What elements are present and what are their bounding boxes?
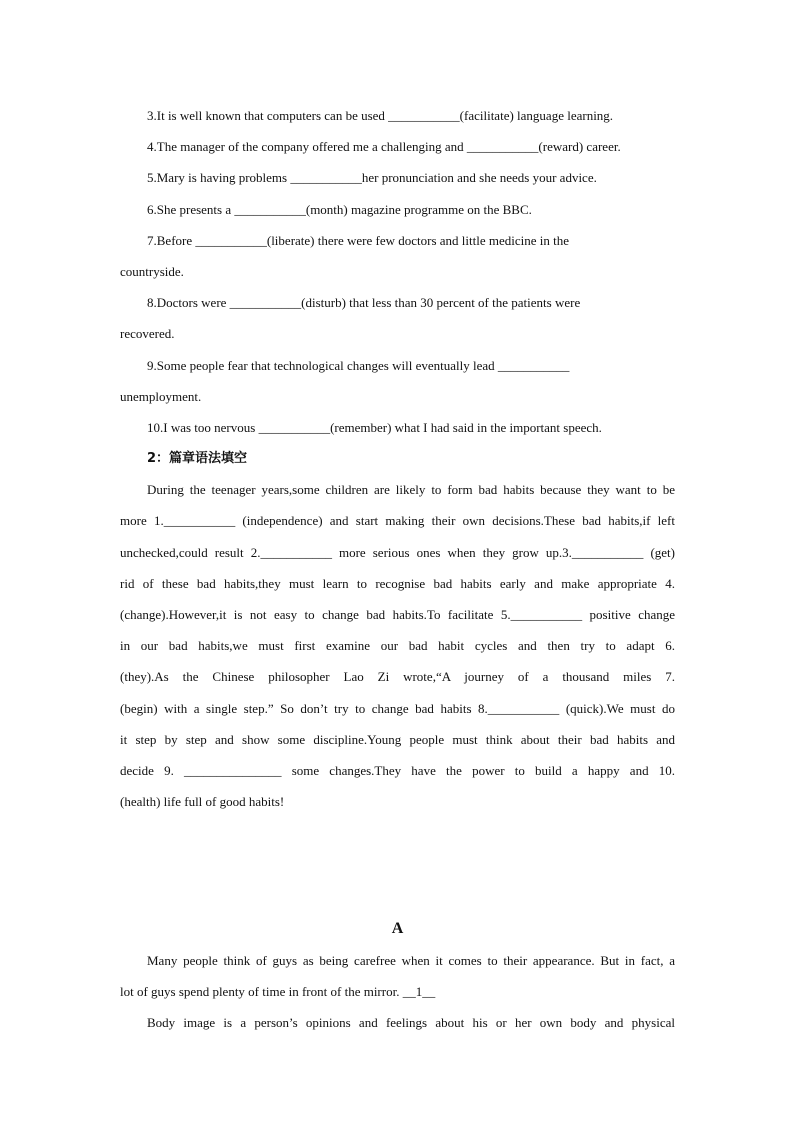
document-content [120,100,675,1038]
exercise-item-8: 8.Doctors were ___________(disturb) that less than 30 percent of the patients were [147,295,581,311]
exercise-item-7-continued: countryside. [120,263,184,279]
reading-section-letter: A [391,920,404,938]
reading-line: Body image is a person’s opinions and feelings about his or her own body and physical [147,1014,675,1030]
passage-line: (begin) with a single step.” So don’t try to change bad habits 8.___________ (quick).We must do [120,700,675,716]
passage-line: (they).As the Chinese philosopher Lao Zi wrote,“A journey of a thousand miles 7. [120,669,675,685]
exercise-item-5: 5.Mary is having problems ___________her pronunciation and she needs your advice. [147,170,597,186]
reading-line: lot of guys spend plenty of time in front of the mirror. __1__ [120,983,436,999]
passage-line: decide 9. _______________ some changes.They have the power to build a happy and 10. [120,762,675,778]
passage-line: unchecked,could result 2.___________ more serious ones when they grow up.3.___________ (get) [120,544,675,560]
exercise-item-9: 9.Some people fear that technological changes will eventually lead ___________ [147,357,570,373]
passage-line: in our bad habits,we must first examine our bad habit cycles and then try to adapt 6. [120,638,675,654]
passage-line: rid of these bad habits,they must learn to recognise bad habits early and make appropriate 4. [120,575,675,591]
passage-line: (change).However,it is not easy to change bad habits.To facilitate 5.___________ positive change [120,607,675,622]
passage-line: it step by step and show some discipline.Young people must think about their bad habits and [120,731,675,747]
exercise-item-6: 6.She presents a ___________(month) magazine programme on the BBC. [147,201,532,217]
exercise-item-10: 10.I was too nervous ___________(remember) what I had said in the important speech. [147,419,602,435]
passage-line: During the teenager years,some children are likely to form bad habits because they want to be [147,482,675,498]
exercise-item-4: 4.The manager of the company offered me a challenging and ___________(reward) career. [147,139,621,155]
passage-line-last: (health) life full of good habits! [120,794,285,810]
exercise-item-7: 7.Before ___________(liberate) there were few doctors and little medicine in the [147,232,569,248]
exercise-item-3: 3.It is well known that computers can be used ___________(facilitate) language learning. [147,108,614,123]
passage-line: more 1.___________ (independence) and start making their own decisions.These bad habits,if left [120,513,675,529]
section-heading: 2：篇章语法填空 [147,451,248,467]
spacer [120,817,675,910]
reading-line: Many people think of guys as being carefree when it comes to their appearance. But in fact, a [147,952,675,968]
exercise-item-9-continued: unemployment. [120,388,202,404]
exercise-item-8-continued: recovered. [120,326,175,342]
